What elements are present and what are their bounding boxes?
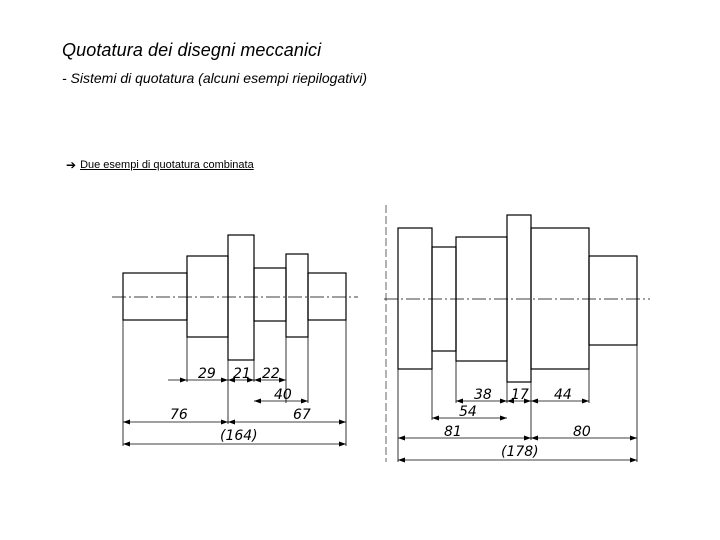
- dim-67: 67: [293, 407, 311, 423]
- dim-178: (178): [501, 444, 539, 460]
- bullet-link[interactable]: Due esempi di quotatura combinata: [80, 159, 254, 171]
- dim-54: 54: [459, 404, 477, 420]
- dim-164: (164): [220, 428, 258, 444]
- right-arrow-icon: ➔: [66, 158, 77, 172]
- dim-29: 29: [198, 366, 216, 382]
- left-shaft: [123, 235, 346, 360]
- dim-40: 40: [274, 387, 292, 403]
- right-shaft: [398, 215, 637, 382]
- dim-44: 44: [554, 387, 572, 403]
- page-title: Quotatura dei disegni meccanici: [62, 40, 322, 60]
- dim-38: 38: [474, 387, 492, 403]
- dim-22: 22: [262, 366, 280, 382]
- dim-76: 76: [170, 407, 188, 423]
- dim-81: 81: [444, 424, 462, 440]
- dim-80: 80: [573, 424, 591, 440]
- page-subtitle: - Sistemi di quotatura (alcuni esempi riepilogativi): [62, 70, 368, 86]
- dim-21: 21: [233, 366, 251, 382]
- dim-17: 17: [511, 387, 529, 403]
